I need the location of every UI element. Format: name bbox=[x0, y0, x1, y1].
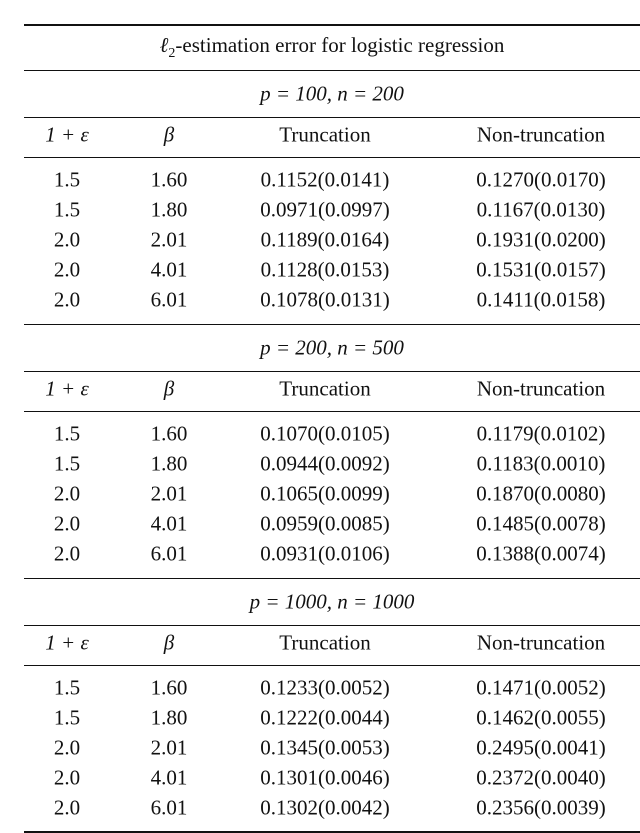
table-cell: 0.1302(0.0042) bbox=[260, 795, 390, 820]
table-cell: 1.5 bbox=[53, 421, 81, 446]
table-cell: 2.01 bbox=[150, 227, 188, 252]
table-cell: 1.80 bbox=[150, 705, 188, 730]
table-cell: 0.1301(0.0046) bbox=[260, 765, 390, 790]
table-cell: 2.0 bbox=[53, 481, 81, 506]
column-header: Truncation bbox=[279, 376, 371, 401]
column-header: Truncation bbox=[279, 630, 371, 655]
table-cell: 4.01 bbox=[150, 511, 188, 536]
column-header: Non-truncation bbox=[476, 630, 606, 655]
setting-label: p = 1000, n = 1000 bbox=[249, 589, 415, 614]
table-cell: 0.1179(0.0102) bbox=[476, 421, 606, 446]
table-cell: 1.5 bbox=[53, 167, 81, 192]
table-cell: 0.2356(0.0039) bbox=[476, 795, 606, 820]
table-cell: 2.0 bbox=[53, 287, 81, 312]
table-cell: 0.1931(0.0200) bbox=[476, 227, 606, 252]
table-cell: 0.1345(0.0053) bbox=[260, 735, 390, 760]
header-rule bbox=[24, 411, 640, 412]
table-cell: 0.1065(0.0099) bbox=[260, 481, 390, 506]
table-cell: 0.1233(0.0052) bbox=[260, 675, 390, 700]
table-cell: 1.80 bbox=[150, 451, 188, 476]
table-cell: 0.1078(0.0131) bbox=[260, 287, 390, 312]
column-header: β bbox=[163, 376, 175, 401]
table-cell: 0.1471(0.0052) bbox=[476, 675, 606, 700]
column-header: 1 + ε bbox=[45, 376, 89, 401]
table-cell: 0.1462(0.0055) bbox=[476, 705, 606, 730]
table-cell: 2.0 bbox=[53, 795, 81, 820]
table-cell: 1.5 bbox=[53, 451, 81, 476]
table-cell: 1.60 bbox=[150, 675, 188, 700]
column-header: Non-truncation bbox=[476, 376, 606, 401]
table-cell: 0.1388(0.0074) bbox=[476, 541, 606, 566]
table-cell: 0.1411(0.0158) bbox=[476, 287, 606, 312]
table-cell: 1.5 bbox=[53, 705, 81, 730]
table-cell: 1.5 bbox=[53, 197, 81, 222]
table-cell: 0.1128(0.0153) bbox=[260, 257, 390, 282]
block-rule bbox=[24, 371, 640, 372]
table-cell: 0.0971(0.0997) bbox=[260, 197, 390, 222]
block-rule bbox=[24, 117, 640, 118]
block-rule bbox=[24, 578, 640, 579]
table-cell: 1.60 bbox=[150, 421, 188, 446]
table-cell: 4.01 bbox=[150, 765, 188, 790]
table-cell: 6.01 bbox=[150, 541, 188, 566]
table-cell: 1.5 bbox=[53, 675, 81, 700]
table-cell: 0.1270(0.0170) bbox=[476, 167, 606, 192]
table-cell: 0.1183(0.0010) bbox=[476, 451, 606, 476]
table-cell: 2.01 bbox=[150, 735, 188, 760]
table-cell: 2.0 bbox=[53, 541, 81, 566]
block-rule bbox=[24, 324, 640, 325]
table-cell: 2.0 bbox=[53, 765, 81, 790]
header-rule bbox=[24, 157, 640, 158]
setting-label: p = 200, n = 500 bbox=[260, 335, 404, 360]
table-cell: 4.01 bbox=[150, 257, 188, 282]
block-rule bbox=[24, 625, 640, 626]
table-cell: 0.0959(0.0085) bbox=[260, 511, 390, 536]
column-header: β bbox=[163, 122, 175, 147]
table-cell: 0.2495(0.0041) bbox=[476, 735, 606, 760]
column-header: 1 + ε bbox=[45, 122, 89, 147]
table-cell: 0.1485(0.0078) bbox=[476, 511, 606, 536]
header-rule bbox=[24, 665, 640, 666]
table-cell: 2.0 bbox=[53, 511, 81, 536]
column-header: Truncation bbox=[279, 122, 371, 147]
table-cell: 0.1189(0.0164) bbox=[260, 227, 390, 252]
table-title bbox=[159, 32, 505, 62]
table-cell: 1.80 bbox=[150, 197, 188, 222]
table-cell: 0.1531(0.0157) bbox=[476, 257, 606, 282]
table-cell: 0.0931(0.0106) bbox=[260, 541, 390, 566]
title-sub: 2 bbox=[168, 46, 176, 62]
block-rule bbox=[24, 70, 640, 71]
table-cell: 0.1870(0.0080) bbox=[476, 481, 606, 506]
table-cell: 6.01 bbox=[150, 795, 188, 820]
table-cell: 0.0944(0.0092) bbox=[260, 451, 390, 476]
column-header: Non-truncation bbox=[476, 122, 606, 147]
table-cell: 2.0 bbox=[53, 227, 81, 252]
top-rule bbox=[24, 24, 640, 26]
title-text: -estimation error for logistic regression bbox=[175, 32, 505, 57]
setting-label: p = 100, n = 200 bbox=[260, 81, 404, 106]
table-cell: 2.0 bbox=[53, 257, 81, 282]
table-cell: 2.0 bbox=[53, 735, 81, 760]
table-cell: 6.01 bbox=[150, 287, 188, 312]
table-cell: 2.01 bbox=[150, 481, 188, 506]
column-header: 1 + ε bbox=[45, 630, 89, 655]
table-cell: 1.60 bbox=[150, 167, 188, 192]
table-cell: 0.2372(0.0040) bbox=[476, 765, 606, 790]
table-cell: 0.1070(0.0105) bbox=[260, 421, 390, 446]
title-ell: ℓ bbox=[159, 32, 169, 57]
column-header: β bbox=[163, 630, 175, 655]
table-cell: 0.1152(0.0141) bbox=[260, 167, 390, 192]
table-cell: 0.1167(0.0130) bbox=[476, 197, 606, 222]
table-cell: 0.1222(0.0044) bbox=[260, 705, 390, 730]
